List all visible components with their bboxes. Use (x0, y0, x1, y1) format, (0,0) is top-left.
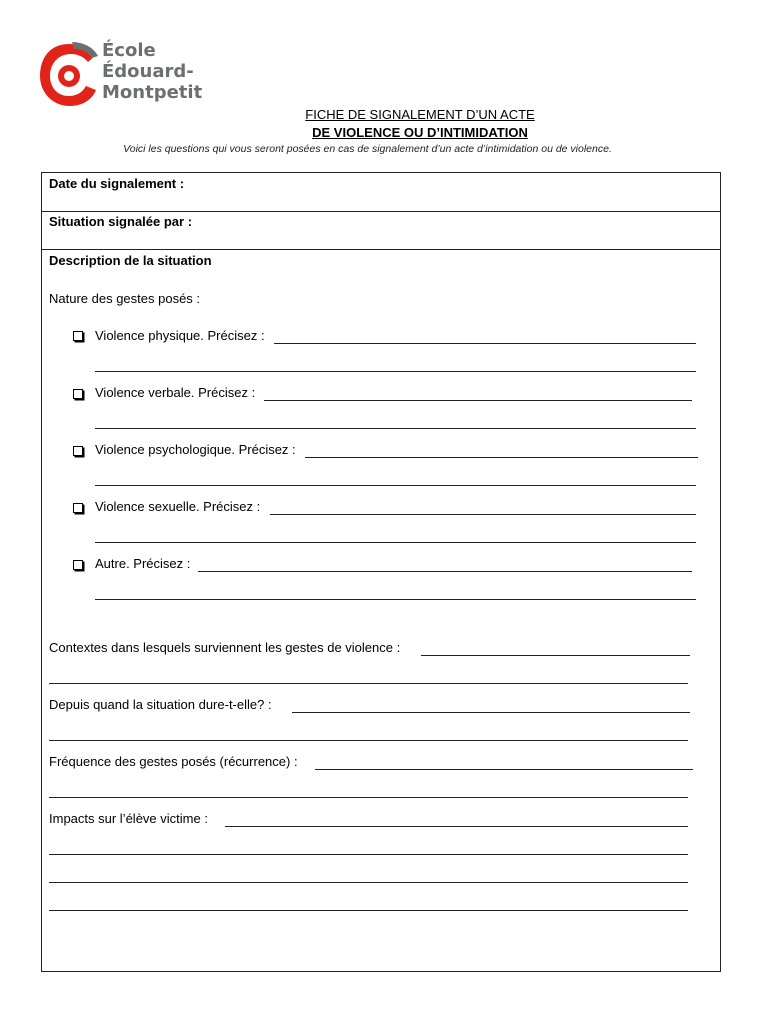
option-label-other: Autre. Précisez : (95, 556, 191, 571)
answer-line[interactable] (49, 683, 688, 684)
answer-line[interactable] (49, 910, 688, 911)
row-divider (42, 249, 720, 250)
answer-line[interactable] (274, 343, 696, 344)
nature-label: Nature des gestes posés : (49, 291, 201, 306)
form-box (41, 172, 721, 972)
row-divider (42, 211, 720, 212)
since-label: Depuis quand la situation dure-t-elle? : (49, 697, 272, 712)
option-checkbox-other[interactable] (73, 560, 83, 570)
answer-line[interactable] (225, 826, 688, 827)
answer-line[interactable] (49, 740, 688, 741)
frequency-label: Fréquence des gestes posés (récurrence) : (49, 754, 298, 769)
form-title (0, 106, 770, 142)
option-checkbox-verbal[interactable] (73, 389, 83, 399)
logo-line-2: Édouard- (102, 61, 194, 82)
option-label-sexual: Violence sexuelle. Précisez : (95, 499, 261, 514)
title-line-1: FICHE DE SIGNALEMENT D’UN ACTE (305, 107, 535, 122)
school-logo (38, 40, 208, 112)
option-checkbox-physical[interactable] (73, 331, 83, 341)
date-label: Date du signalement : (49, 176, 185, 191)
option-checkbox-sexual[interactable] (73, 503, 83, 513)
answer-line[interactable] (49, 854, 688, 855)
contexts-label: Contextes dans lesquels surviennent les gestes de violence : (49, 640, 401, 655)
answer-line[interactable] (305, 457, 698, 458)
answer-line[interactable] (315, 769, 693, 770)
answer-line[interactable] (421, 655, 690, 656)
option-label-physical: Violence physique. Précisez : (95, 328, 265, 343)
logo-line-3: Montpetit (102, 82, 203, 103)
option-checkbox-psychological[interactable] (73, 446, 83, 456)
answer-line[interactable] (49, 797, 688, 798)
option-label-psychological: Violence psychologique. Précisez : (95, 442, 296, 457)
answer-line[interactable] (264, 400, 692, 401)
answer-line[interactable] (198, 571, 692, 572)
answer-line[interactable] (95, 485, 696, 486)
answer-line[interactable] (95, 599, 696, 600)
answer-line[interactable] (270, 514, 696, 515)
answer-line[interactable] (95, 542, 696, 543)
answer-line[interactable] (95, 428, 696, 429)
impacts-label: Impacts sur l’élève victime : (49, 811, 208, 826)
form-subtitle: Voici les questions qui vous seront posées en cas de signalement d’un acte d’intimidation ou de violence. (123, 143, 612, 155)
answer-line[interactable] (95, 371, 696, 372)
description-label: Description de la situation (49, 253, 212, 268)
reporter-label: Situation signalée par : (49, 214, 193, 229)
answer-line[interactable] (49, 882, 688, 883)
logo-line-1: École (102, 40, 156, 61)
answer-line[interactable] (292, 712, 690, 713)
logo-mark-icon (38, 40, 100, 112)
option-label-verbal: Violence verbale. Précisez : (95, 385, 256, 400)
title-line-2: DE VIOLENCE OU D’INTIMIDATION (312, 125, 528, 140)
